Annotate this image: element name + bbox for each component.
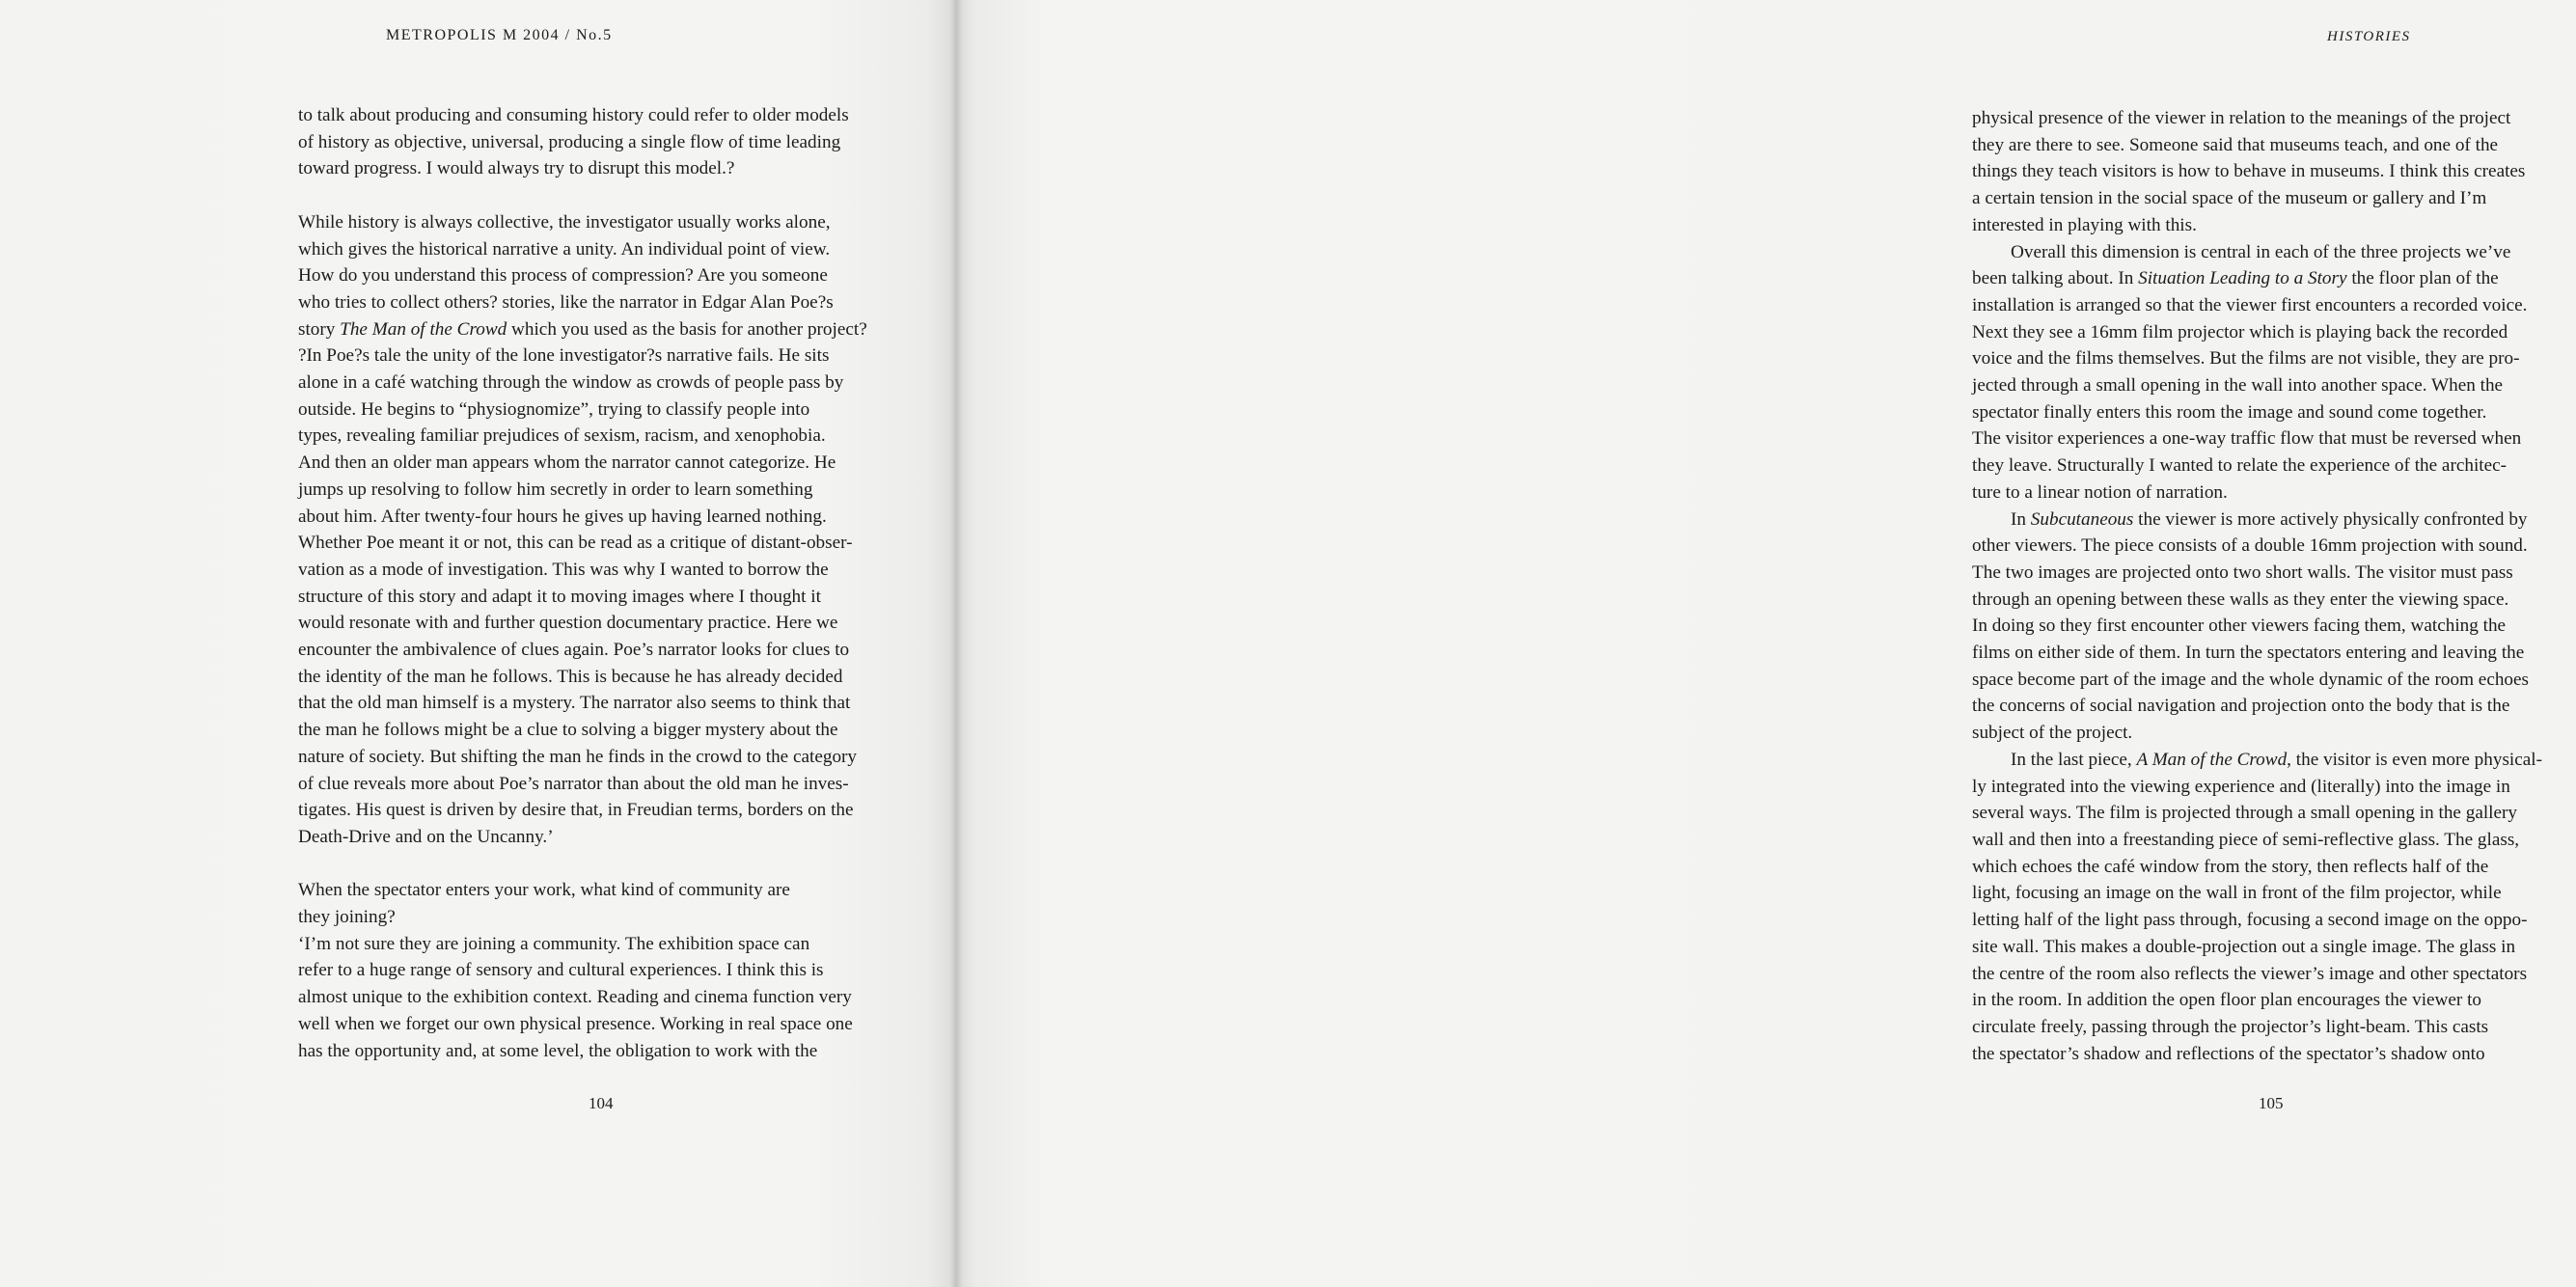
text-line (298, 717, 896, 744)
text-segment: light, focusing an image on the wall in front of the film projector, while (1972, 883, 2502, 904)
text-segment: ly integrated into the viewing experience and (literally) into the image in (1972, 776, 2510, 797)
text-segment: well when we forget our own physical presence. Working in real space one (298, 1013, 853, 1034)
text-segment: interested in playing with this. (1972, 214, 2197, 235)
text-line (298, 877, 896, 904)
text-segment: of history as objective, universal, producing a single flow of time leading (298, 131, 841, 152)
text-line (1972, 693, 2576, 720)
text-line (1972, 1014, 2576, 1041)
text-segment: story (298, 318, 341, 340)
text-segment: other viewers. The piece consists of a double 16mm projection with sound. (1972, 535, 2528, 557)
text-line (1972, 667, 2576, 694)
text-line (298, 1011, 896, 1038)
text-line (298, 584, 896, 611)
text-line (298, 744, 896, 771)
text-line (1972, 452, 2576, 479)
text-segment: the concerns of social navigation and projection onto the body that is the (1972, 696, 2510, 717)
text-segment: which gives the historical narrative a unity. An individual point of view. (298, 238, 831, 260)
running-head-left: METROPOLIS M 2004 / No.5 (386, 27, 613, 43)
text-segment: which you used as the basis for another project? (507, 318, 867, 340)
text-line (298, 370, 896, 397)
text-segment: has the opportunity and, at some level, the obligation to work with the (298, 1040, 818, 1061)
text-segment: installation is arranged so that the viewer first encounters a recorded voice. (1972, 294, 2528, 315)
text-line (298, 610, 896, 637)
text-segment: structure of this story and adapt it to moving images where I thought it (298, 586, 821, 607)
page-number-right: 105 (2259, 1094, 2284, 1112)
text-line (1972, 399, 2576, 426)
text-line (298, 477, 896, 504)
text-segment: Death-Drive and on the Uncanny.’ (298, 826, 554, 847)
text-segment: to talk about producing and consuming history could refer to older models (298, 105, 849, 125)
text-line (1972, 265, 2576, 292)
text-segment: things they teach visitors is how to behave in museums. I think this creates (1972, 161, 2526, 182)
text-line (298, 236, 896, 263)
text-segment: While history is always collective, the investigator usually works alone, (298, 211, 831, 233)
text-segment: , the visitor is even more physical- (2287, 749, 2543, 770)
text-line (298, 557, 896, 584)
text-segment: in the room. In addition the open floor plan encourages the viewer to (1972, 990, 2482, 1011)
text-segment: wall and then into a freestanding piece of semi-reflective glass. The glass, (1972, 829, 2520, 850)
italic-title: Subcutaneous (2030, 508, 2134, 530)
text-segment: the floor plan of the (2346, 268, 2499, 289)
text-line (298, 102, 896, 129)
text-line (1972, 185, 2576, 212)
text-line (298, 904, 896, 931)
text-segment: several ways. The film is projected through a small opening in the gallery (1972, 803, 2517, 824)
text-line (298, 824, 896, 851)
text-line (1972, 827, 2576, 854)
text-line (298, 1038, 896, 1065)
text-segment: The visitor experiences a one-way traffic flow that must be reversed when (1972, 428, 2522, 450)
text-segment: When the spectator enters your work, what kind of community are (298, 880, 790, 901)
text-line (298, 450, 896, 477)
text-segment: refer to a huge range of sensory and cultural experiences. I think this is (298, 960, 824, 981)
text-line (1972, 533, 2576, 560)
right-page (955, 0, 2543, 1287)
running-head-right: HISTORIES (2327, 29, 2411, 44)
text-segment: In the last piece, (2011, 749, 2137, 770)
text-segment: voice and the films themselves. But the films are not visible, they are pro- (1972, 348, 2520, 370)
text-segment: toward progress. I would always try to disrupt this model.? (298, 158, 735, 179)
text-line (298, 957, 896, 984)
text-segment: the centre of the room also reflects the viewer’s image and other spectators (1972, 963, 2528, 984)
text-line (1972, 345, 2576, 372)
text-line (1972, 987, 2576, 1014)
text-line (298, 771, 896, 798)
book-gutter (949, 0, 963, 1287)
text-line (298, 316, 896, 343)
text-line (1972, 613, 2576, 640)
paragraph-break (298, 182, 896, 209)
text-line (1972, 774, 2576, 801)
text-segment: vation as a mode of investigation. This was why I wanted to borrow the (298, 559, 829, 580)
text-line (298, 690, 896, 717)
text-line (1972, 640, 2576, 667)
text-line (298, 262, 896, 289)
text-line (298, 289, 896, 316)
text-segment: spectator finally enters this room the image and sound come together. (1972, 401, 2487, 423)
text-segment: about him. After twenty-four hours he gives up having learned nothing. (298, 506, 827, 527)
text-segment: almost unique to the exhibition context. Reading and cinema function very (298, 987, 852, 1008)
text-line (1972, 319, 2576, 346)
text-line (298, 342, 896, 370)
text-line (298, 423, 896, 450)
text-segment: been talking about. In (1972, 268, 2139, 289)
text-line (298, 504, 896, 531)
text-segment: they are there to see. Someone said that museums teach, and one of the (1972, 134, 2499, 155)
text-segment: subject of the project. (1972, 723, 2133, 744)
text-line (298, 984, 896, 1011)
text-segment: tigates. His quest is driven by desire that, in Freudian terms, borders on the (298, 800, 854, 821)
text-segment: jumps up resolving to follow him secretly in order to learn something (298, 479, 813, 500)
text-segment: they joining? (298, 907, 396, 928)
text-line (1972, 425, 2576, 452)
right-page-body (1972, 105, 2576, 1067)
text-segment: outside. He begins to “physiognomize”, trying to classify people into (298, 398, 810, 420)
text-line (298, 397, 896, 424)
text-line (1972, 372, 2576, 399)
text-line (298, 155, 896, 182)
left-page (0, 0, 955, 1287)
text-segment: through an opening between these walls as they enter the viewing space. (1972, 589, 2509, 610)
text-segment: would resonate with and further question documentary practice. Here we (298, 613, 838, 634)
text-line (1972, 158, 2576, 185)
text-line (1972, 239, 2576, 266)
text-line (298, 209, 896, 236)
text-segment: letting half of the light pass through, focusing a second image on the oppo- (1972, 910, 2528, 931)
text-line (298, 129, 896, 156)
text-line (1972, 292, 2576, 319)
text-segment: films on either side of them. In turn the spectators entering and leaving the (1972, 643, 2525, 664)
text-segment: In (2011, 508, 2031, 530)
text-segment: Overall this dimension is central in each of the three projects we’ve (2011, 241, 2511, 262)
text-segment: Whether Poe meant it or not, this can be read as a critique of distant-obser- (298, 533, 853, 554)
text-line (1972, 800, 2576, 827)
text-segment: ‘I’m not sure they are joining a community. The exhibition space can (298, 933, 810, 954)
text-segment: who tries to collect others? stories, like the narrator in Edgar Alan Poe?s (298, 291, 834, 313)
text-segment: that the old man himself is a mystery. The narrator also seems to think that (298, 693, 851, 714)
text-line (1972, 132, 2576, 159)
text-line (1972, 212, 2576, 239)
text-segment: The two images are projected onto two short walls. The visitor must pass (1972, 561, 2513, 583)
text-segment: they leave. Structurally I wanted to relate the experience of the architec- (1972, 455, 2507, 477)
text-segment: ?In Poe?s tale the unity of the lone investigator?s narrative fails. He sits (298, 345, 830, 367)
text-line (1972, 720, 2576, 747)
text-line (1972, 934, 2576, 961)
text-line (1972, 907, 2576, 934)
text-segment: ture to a linear notion of narration. (1972, 481, 2228, 503)
text-segment: the man he follows might be a clue to solving a bigger mystery about the (298, 720, 838, 741)
text-line (1972, 105, 2576, 132)
text-line (1972, 560, 2576, 587)
text-segment: In doing so they first encounter other viewers facing them, watching the (1972, 616, 2507, 637)
text-line (1972, 1041, 2576, 1068)
text-segment: of clue reveals more about Poe’s narrator than about the old man he inves- (298, 773, 849, 794)
text-segment: circulate freely, passing through the projector’s light-beam. This casts (1972, 1016, 2489, 1037)
text-segment: And then an older man appears whom the narrator cannot categorize. He (298, 452, 836, 474)
paragraph-break (298, 851, 896, 878)
text-line (1972, 507, 2576, 534)
text-segment: encounter the ambivalence of clues again. Poe’s narrator looks for clues to (298, 640, 850, 661)
text-segment: How do you understand this process of compression? Are you someone (298, 265, 828, 287)
page-number-left: 104 (589, 1094, 614, 1112)
text-line (298, 664, 896, 691)
text-line (1972, 880, 2576, 907)
text-segment: which echoes the café window from the story, then reflects half of the (1972, 856, 2489, 877)
text-segment: the identity of the man he follows. This is because he has already decided (298, 666, 843, 687)
text-segment: the viewer is more actively physically confronted by (2133, 508, 2528, 530)
text-segment: nature of society. But shifting the man he finds in the crowd to the category (298, 746, 858, 767)
italic-title: A Man of the Crowd (2136, 749, 2288, 770)
text-line (1972, 854, 2576, 881)
text-line (1972, 961, 2576, 988)
text-line (1972, 747, 2576, 774)
italic-title: Situation Leading to a Story (2138, 268, 2347, 289)
left-page-body (298, 102, 896, 1064)
text-line (1972, 587, 2576, 614)
text-line (298, 931, 896, 958)
italic-title: The Man of the Crowd (340, 318, 507, 340)
text-segment: Next they see a 16mm film projector which is playing back the recorded (1972, 321, 2508, 342)
text-segment: physical presence of the viewer in relation to the meanings of the project (1972, 108, 2511, 128)
text-segment: space become part of the image and the whole dynamic of the room echoes (1972, 669, 2530, 690)
text-segment: the spectator’s shadow and reflections of the spectator’s shadow onto (1972, 1043, 2485, 1064)
text-segment: alone in a café watching through the window as crowds of people pass by (298, 372, 844, 394)
text-line (298, 637, 896, 664)
text-line (1972, 479, 2576, 507)
text-segment: jected through a small opening in the wall into another space. When the (1972, 375, 2504, 397)
text-line (298, 797, 896, 824)
text-segment: a certain tension in the social space of the museum or gallery and I’m (1972, 188, 2487, 209)
text-segment: site wall. This makes a double-projection out a single image. The glass in (1972, 936, 2516, 957)
text-segment: types, revealing familiar prejudices of sexism, racism, and xenophobia. (298, 425, 826, 447)
text-line (298, 530, 896, 557)
